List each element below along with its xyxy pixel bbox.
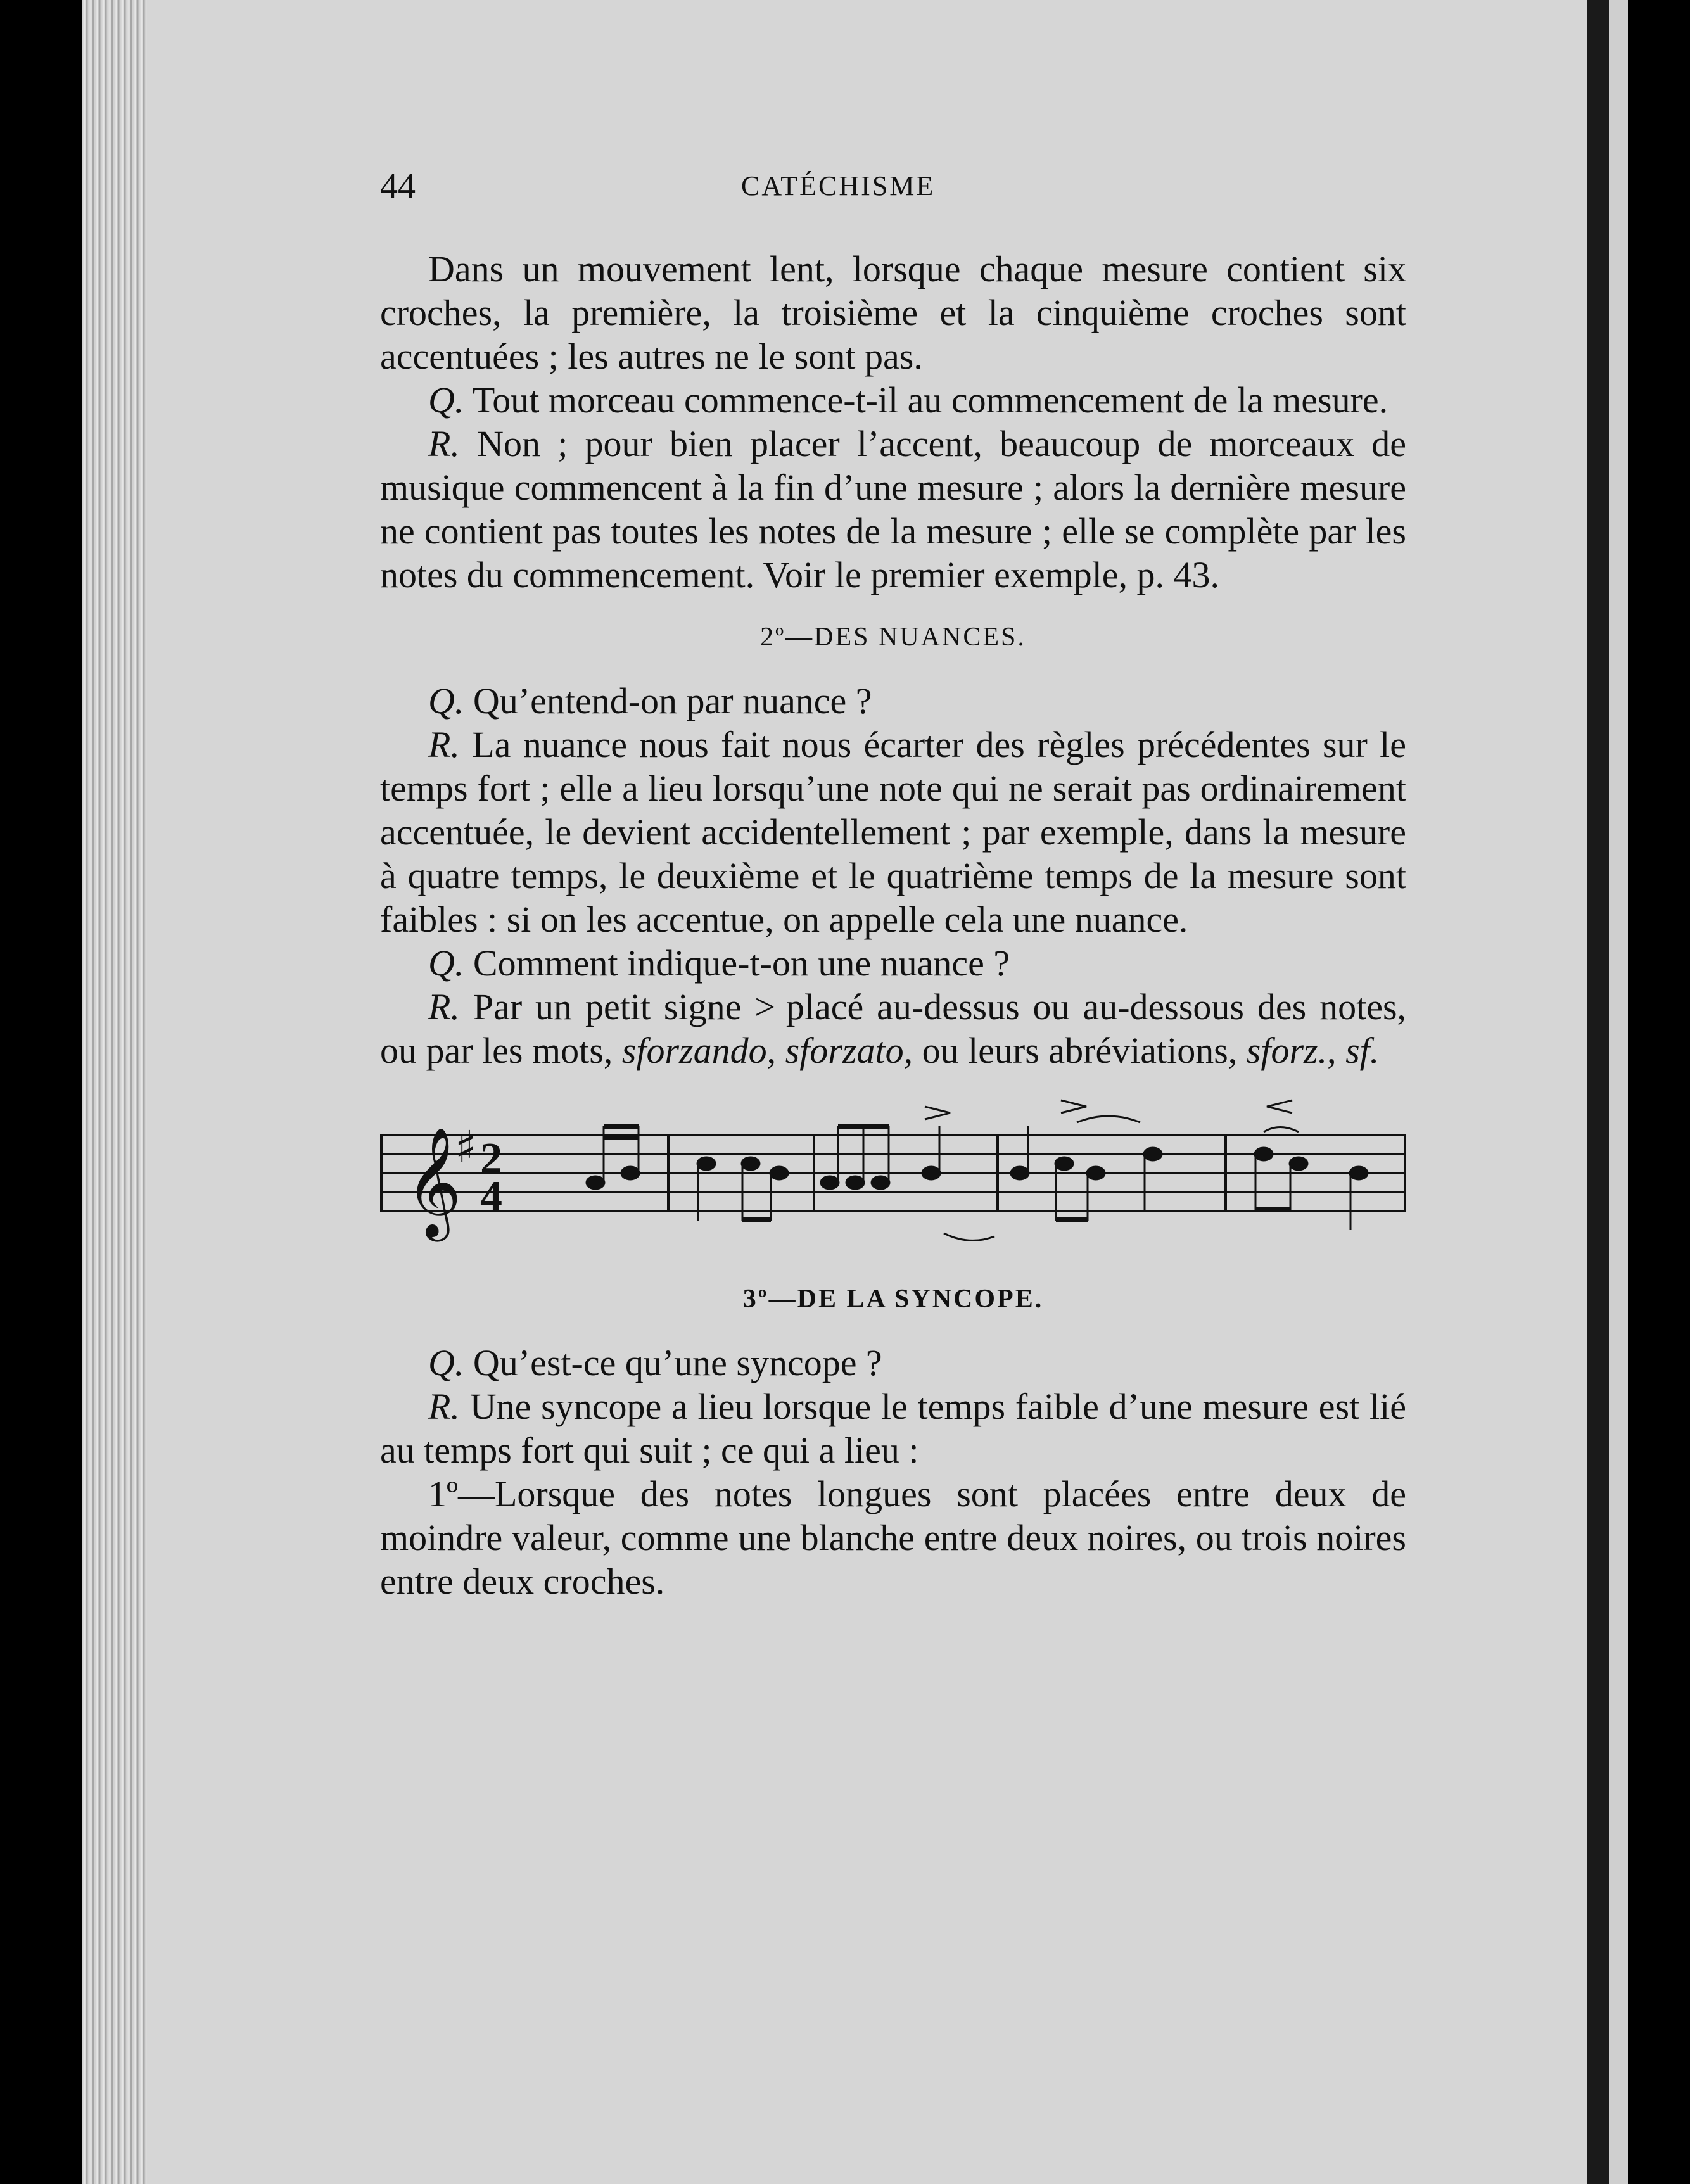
separator: , bbox=[1327, 1030, 1337, 1071]
question-label: Q. bbox=[428, 379, 464, 421]
question-text: Tout morceau commence-t-il au commencement de la mesure. bbox=[472, 379, 1388, 421]
term-sforzato: sforzato bbox=[785, 1030, 904, 1071]
body-text bbox=[380, 247, 1406, 1603]
accent-sign-icon: > bbox=[754, 986, 773, 1027]
time-signature-top: 2 bbox=[480, 1134, 502, 1183]
answer-label: R. bbox=[428, 423, 460, 464]
question-label: Q. bbox=[428, 943, 464, 984]
question-text: Qu’est-ce qu’une syncope ? bbox=[473, 1342, 882, 1383]
answer-text-part-1: Par un petit signe bbox=[473, 986, 742, 1027]
answer-text: La nuance nous fait nous écarter des règles précédentes sur le temps fort ; elle a lieu lorsqu’une note qui ne serait pas ordinairement accentuée, le devient accidentellement ; par exemple, dans la mesure à quatre temps, le deuxième et le quatrième temps de la mesure sont faibles : si on les accentue, on appelle cela une nuance. bbox=[380, 724, 1406, 940]
paragraph-first-case: 1º—Lorsque des notes longues sont placées entre deux de moindre valeur, comme une blanche entre deux noires, ou trois noires entre deux croches. bbox=[380, 1473, 1406, 1602]
sharp-icon: ♯ bbox=[455, 1121, 476, 1173]
answer-label: R. bbox=[428, 1386, 460, 1427]
paragraph-slow-movement: Dans un mouvement lent, lorsque chaque mesure contient six croches, la première, la troisième et la cinquième croches sont accentuées ; les autres ne le sont pas. bbox=[380, 248, 1406, 377]
answer-text: Non ; pour bien placer l’accent, beaucoup de morceaux de musique commencent à la fin d’une mesure ; alors la dernière mesure ne contient pas toutes les notes de la mesure ; elle se complète par les notes du commencement. Voir le premier exemple, p. 43. bbox=[380, 423, 1406, 595]
music-example bbox=[380, 1088, 1406, 1259]
answer-3 bbox=[380, 985, 1406, 1072]
question-text: Qu’entend-on par nuance ? bbox=[473, 680, 872, 721]
question-text: Comment indique-t-on une nuance ? bbox=[473, 943, 1010, 984]
time-signature-bottom: 4 bbox=[480, 1172, 502, 1221]
answer-1 bbox=[380, 422, 1406, 597]
notes bbox=[587, 1126, 1368, 1230]
page-number: 44 bbox=[380, 167, 416, 206]
answer-2 bbox=[380, 723, 1406, 941]
answer-4 bbox=[380, 1385, 1406, 1472]
page-header bbox=[380, 166, 1419, 217]
separator: , bbox=[766, 1030, 777, 1071]
term-sf: sf. bbox=[1345, 1030, 1380, 1071]
term-sforz: sforz. bbox=[1246, 1030, 1328, 1071]
answer-text-part-3: , ou leurs abréviations, bbox=[903, 1030, 1238, 1071]
answer-text-part-2: placé au-dessus ou au-dessous des notes, ou par les mots, bbox=[380, 986, 1407, 1071]
answer-label: R. bbox=[428, 986, 460, 1027]
term-sforzando: sforzando bbox=[621, 1030, 767, 1071]
accent-marks bbox=[925, 1100, 1299, 1240]
question-label: Q. bbox=[428, 680, 464, 721]
staff-lines bbox=[380, 1135, 1406, 1211]
answer-text: Une syncope a lieu lorsque le temps faible d’une mesure est lié au temps fort qui suit ; ce qui a lieu : bbox=[380, 1386, 1406, 1471]
section-heading-nuances: 2º—DES NUANCES. bbox=[760, 623, 1026, 652]
answer-label: R. bbox=[428, 724, 460, 765]
gutter-shadow bbox=[1587, 0, 1609, 2184]
running-head: CATÉCHISME bbox=[741, 170, 936, 201]
question-4 bbox=[380, 1341, 1406, 1385]
question-label: Q. bbox=[428, 1342, 464, 1383]
question-1 bbox=[380, 378, 1406, 422]
question-2 bbox=[380, 679, 1406, 723]
treble-clef-icon: 𝄞 bbox=[405, 1127, 462, 1237]
question-3 bbox=[380, 941, 1406, 985]
section-heading-syncope: 3º—DE LA SYNCOPE. bbox=[742, 1285, 1044, 1314]
facing-page-edge bbox=[1609, 0, 1628, 2184]
page-edges bbox=[82, 0, 152, 2184]
